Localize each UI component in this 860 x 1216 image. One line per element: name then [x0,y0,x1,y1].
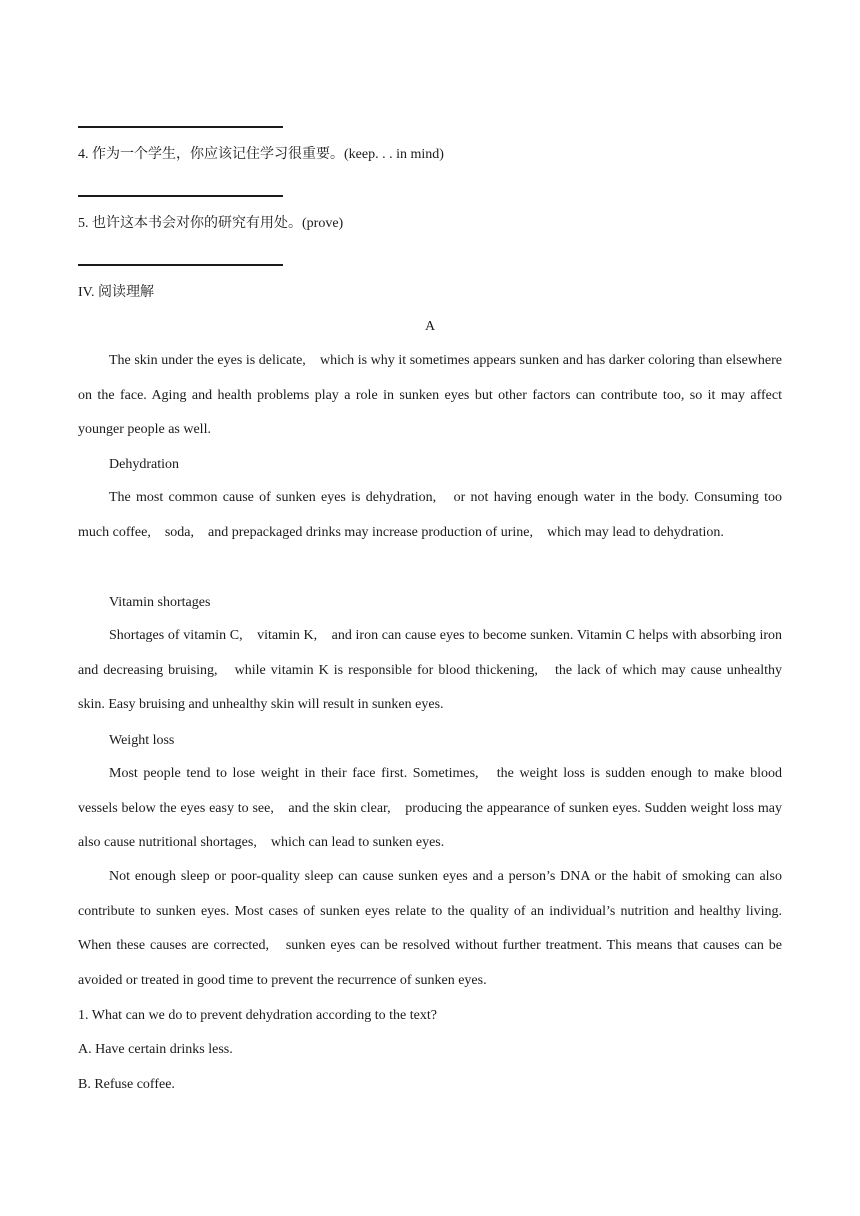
answer-blank-line [78,264,283,266]
answer-blank-line [78,195,283,197]
subheading-vitamin-shortages: Vitamin shortages [109,595,211,610]
passage-intro-paragraph: The skin under the eyes is delicate, which is why it sometimes appears sunken and has darker coloring than elsewhere on the face. Aging and health problems play a role in sunken eyes but other factors can contribute too, so it may affect younger people as well. [78,353,782,437]
question-option-a: A. Have certain drinks less. [78,1042,233,1057]
question-stem: 1. What can we do to prevent dehydration according to the text? [78,1008,437,1023]
dehydration-paragraph: The most common cause of sunken eyes is dehydration, or not having enough water in the body. Consuming too much coffee, soda, and prepackaged drinks may increase production of urine, which may lead to dehydration. [78,490,782,540]
passage-label: A [424,319,436,334]
subheading-dehydration: Dehydration [109,457,179,472]
vitamin-paragraph: Shortages of vitamin C, vitamin K, and iron can cause eyes to become sunken. Vitamin C helps with absorbing iron and decreasing bruising, while vitamin K is responsible for blood thickening, the lack of which may cause unhealthy skin. Easy bruising and unhealthy skin will result in sunken eyes. [78,628,782,712]
conclusion-paragraph: Not enough sleep or poor-quality sleep can cause sunken eyes and a person’s DNA or the habit of smoking can also contribute to sunken eyes. Most cases of sunken eyes relate to the quality of an individual’s nutrition and healthy living. When these causes are corrected, sunken eyes can be resolved without further treatment. This means that causes can be avoided or treated in good time to prevent the recurrence of sunken eyes. [78,869,782,988]
subheading-weight-loss: Weight loss [109,733,175,748]
translation-item-4: 4. 作为一个学生，你应该记住学习很重要。(keep. . . in mind) [78,147,444,162]
question-option-b: B. Refuse coffee. [78,1077,175,1092]
answer-blank-line [78,126,283,128]
section-title: IV. 阅读理解 [78,285,154,300]
translation-item-5: 5. 也许这本书会对你的研究有用处。(prove) [78,216,344,231]
weight-loss-paragraph: Most people tend to lose weight in their face first. Sometimes, the weight loss is sudden enough to make blood vessels below the eyes easy to see, and the skin clear, producing the appearance of sunken eyes. Sudden weight loss may also cause nutritional shortages, which can lead to sunken eyes. [78,766,782,850]
